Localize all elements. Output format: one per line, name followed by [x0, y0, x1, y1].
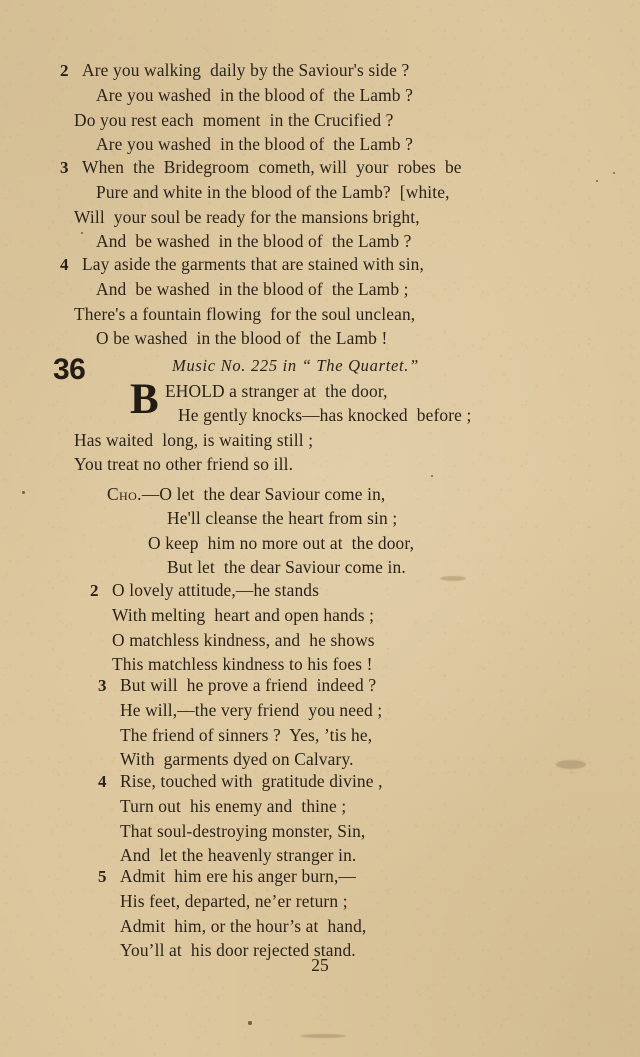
chorus-line	[60, 482, 605, 506]
stanza-line: The friend of sinners ? Yes, ’tis he,	[120, 724, 373, 745]
line-text: When the Bridegroom cometh, will your robes be	[82, 157, 462, 177]
stanza-line	[98, 673, 640, 698]
chorus-line: He'll cleanse the heart from sin ;	[167, 508, 398, 529]
stanza-line: You’ll at his door rejected stand.	[120, 939, 356, 960]
stanza-line: Are you washed in the blood of the Lamb ?	[96, 85, 413, 106]
stanza-line: Pure and white in the blood of the Lamb? [white,	[96, 182, 450, 203]
stanza-line: And let the heavenly stranger in.	[120, 844, 357, 865]
verse-number: 4	[98, 772, 107, 791]
hymn-36-stanza-1	[60, 376, 605, 476]
hymn-36-stanza-2	[90, 578, 635, 676]
stanza-line	[60, 58, 605, 83]
line-text: Rise, touched with gratitude divine ,	[120, 771, 383, 791]
verse-number: 3	[98, 676, 107, 695]
ink-speck	[613, 172, 615, 174]
stanza-line: Do you rest each moment in the Crucified ?	[74, 109, 394, 130]
stanza-line	[98, 769, 640, 794]
hymn-36-stanza-5	[98, 864, 640, 962]
ink-speck	[596, 180, 598, 182]
hymn-number: 36	[53, 353, 86, 386]
stanza-line: With garments dyed on Calvary.	[120, 748, 354, 769]
ink-speck	[22, 491, 25, 494]
verse-number: 2	[60, 61, 69, 80]
stanza-line: O matchless kindness, and he shows	[112, 629, 375, 650]
hymn-36-stanza-3	[98, 673, 640, 771]
paper-smudge	[300, 1034, 346, 1038]
page-number: 25	[311, 955, 329, 975]
stanza-line: And be washed in the blood of the Lamb ?	[96, 230, 412, 251]
music-credit: Music No. 225 in “ The Quartet.”	[172, 356, 419, 375]
line-text: Lay aside the garments that are stained with sin,	[82, 254, 425, 274]
stanza-line: He will,—the very friend you need ;	[120, 700, 383, 721]
stanza-line: O be washed in the blood of the Lamb !	[96, 327, 388, 348]
stanza-prev-3	[60, 155, 605, 253]
stanza-line: EHOLD a stranger at the door,	[165, 381, 388, 401]
line-text: —O let the dear Saviour come in,	[141, 484, 386, 504]
stanza-line	[60, 155, 605, 180]
verse-number: 4	[60, 255, 69, 274]
stanza-line: And be washed in the blood of the Lamb ;	[96, 279, 409, 300]
stanza-line: There's a fountain flowing for the soul unclean,	[74, 303, 416, 324]
stanza-line: He gently knocks—has knocked before ;	[178, 405, 472, 426]
stanza-line	[90, 578, 635, 603]
line-text: Are you walking daily by the Saviour's side ?	[82, 60, 410, 80]
hymn-36-chorus	[60, 482, 605, 579]
stanza-line: This matchless kindness to his foes !	[112, 653, 373, 674]
stanza-prev-4	[60, 252, 605, 350]
stanza-line: Has waited long, is waiting still ;	[74, 429, 314, 450]
verse-number: 3	[60, 158, 69, 177]
line-text: Admit him ere his anger burn,—	[120, 866, 356, 886]
paper-smudge	[556, 760, 586, 769]
drop-cap: B	[130, 376, 159, 423]
stanza-line: Turn out his enemy and thine ;	[120, 796, 347, 817]
ink-speck	[248, 1021, 252, 1025]
stanza-line: You treat no other friend so ill.	[74, 453, 294, 474]
chorus-line: O keep him no more out at the door,	[148, 532, 415, 553]
verse-number: 2	[90, 581, 99, 600]
verse-number: 5	[98, 867, 107, 886]
hymn-36-stanza-4	[98, 769, 640, 867]
stanza-line: With melting heart and open hands ;	[112, 605, 375, 626]
line-text: O lovely attitude,—he stands	[112, 580, 320, 600]
stanza-prev-2	[60, 58, 605, 156]
stanza-line: That soul-destroying monster, Sin,	[120, 820, 366, 841]
stanza-line: Admit him, or the hour’s at hand,	[120, 915, 367, 936]
stanza-line: Will your soul be ready for the mansions bright,	[74, 206, 420, 227]
stanza-line	[60, 252, 605, 277]
chorus-line: But let the dear Saviour come in.	[167, 556, 406, 577]
stanza-line: His feet, departed, ne’er return ;	[120, 891, 348, 912]
paper-smudge	[440, 576, 466, 581]
line-text: But will he prove a friend indeed ?	[120, 675, 377, 695]
stanza-line	[98, 864, 640, 889]
chorus-label: Cho.	[107, 484, 142, 504]
stanza-line: Are you washed in the blood of the Lamb ?	[96, 133, 413, 154]
